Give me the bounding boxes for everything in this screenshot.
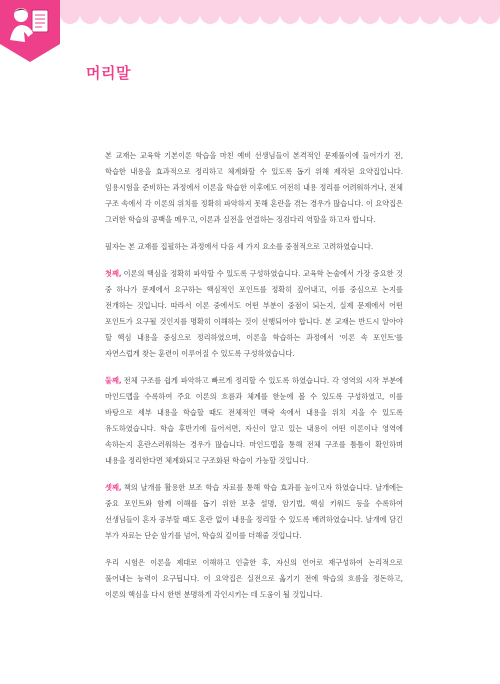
paragraph-lead: 셋째,	[105, 483, 122, 492]
paragraph-text: 이론의 핵심을 정확히 파악할 수 있도록 구성하였습니다. 교육학 논술에서 가장 중요한 것 중 하나가 문제에서 요구하는 핵심적인 포인트를 정확히 짚어내고, 이를 중심으로 논지를 전개하는 것입니다. 따라서 이론 중에서도 어떤 부분이 중점이 되는지, 실제 문제에서 어떤 포인트가 요구될 것인지를 명확히 이해하는 것이 선행되어야 합니다. 본 교재는 반드시 알아야 할 핵심 내용을 중심으로 정리하였으며, 이론을 학습하는 과정에서 '이론 속 포인트'를 자연스럽게 찾는 훈련이 이루어질 수 있도록 구성하였습니다.	[105, 269, 403, 358]
paragraph	[105, 148, 403, 228]
paragraph-lead: 둘째,	[105, 376, 122, 385]
paragraph-text: 우리 시험은 이론을 제대로 이해하고 인출한 후, 자신의 언어로 재구성하여 논리적으로 풀어내는 능력이 요구됩니다. 이 요약집은 실전으로 옮기기 전에 학습의 흐름을 정돈하고, 이론의 핵심을 다시 한번 분명하게 각인시키는 데 도움이 될 것입니다.	[105, 558, 403, 599]
paragraph-lead: 첫째,	[105, 269, 122, 278]
paragraph	[105, 239, 403, 255]
paragraph	[105, 373, 403, 469]
paragraph	[105, 266, 403, 362]
paragraph-text: 필자는 본 교재를 집필하는 과정에서 다음 세 가지 요소를 중점적으로 고려하였습니다.	[105, 242, 374, 251]
studying-child-icon	[0, 0, 64, 64]
paragraph-text: 책의 날개를 활용한 보조 학습 자료를 통해 학습 효과를 높이고자 하였습니다. 날개에는 중요 포인트와 함께 이해를 돕기 위한 보충 설명, 암기법, 핵심 키워드 등을 수록하여 선생님들이 혼자 공부할 때도 혼란 없이 내용을 정리할 수 있도록 배려하였습니다. 날개에 담긴 부가 자료는 단순 암기를 넘어, 학습의 깊이를 더해줄 것입니다.	[105, 483, 403, 540]
paragraph-text: 본 교재는 교육학 기본이론 학습을 마친 예비 선생님들이 본격적인 문제풀이에 들어가기 전, 학습한 내용을 효과적으로 정리하고 체계화할 수 있도록 돕기 위해 제작된 요약집입니다. 임용시험을 준비하는 과정에서 이론을 학습한 이후에도 여전히 내용 정리를 어려워하거나, 전체 구조 속에서 각 이론의 위치를 정확히 파악하지 못해 혼란을 겪는 경우가 많습니다. 이 요약집은 그러한 학습의 공백을 메우고, 이론과 실전을 연결하는 징검다리 역할을 하고자 합니다.	[105, 151, 403, 224]
top-scallop-band	[0, 0, 500, 24]
paragraph	[105, 480, 403, 544]
paragraph	[105, 555, 403, 603]
page-title: 머리말	[86, 64, 131, 82]
paragraph-text: 전체 구조를 쉽게 파악하고 빠르게 정리할 수 있도록 하였습니다. 각 영역의 시작 부분에 마인드맵을 수록하여 주요 이론의 흐름과 체계를 한눈에 볼 수 있도록 구성하였고, 이를 바탕으로 세부 내용을 학습할 때도 전체적인 맥락 속에서 내용을 위치 지을 수 있도록 유도하였습니다. 학습 후반기에 들어서면, 자신이 알고 있는 내용이 어떤 이론이나 영역에 속하는지 혼란스러워하는 경우가 많습니다. 마인드맵을 통해 전체 구조를 틈틈이 확인하며 내용을 정리한다면 체계화되고 구조화된 학습이 가능할 것입니다.	[105, 376, 403, 465]
preface-body	[105, 148, 403, 614]
